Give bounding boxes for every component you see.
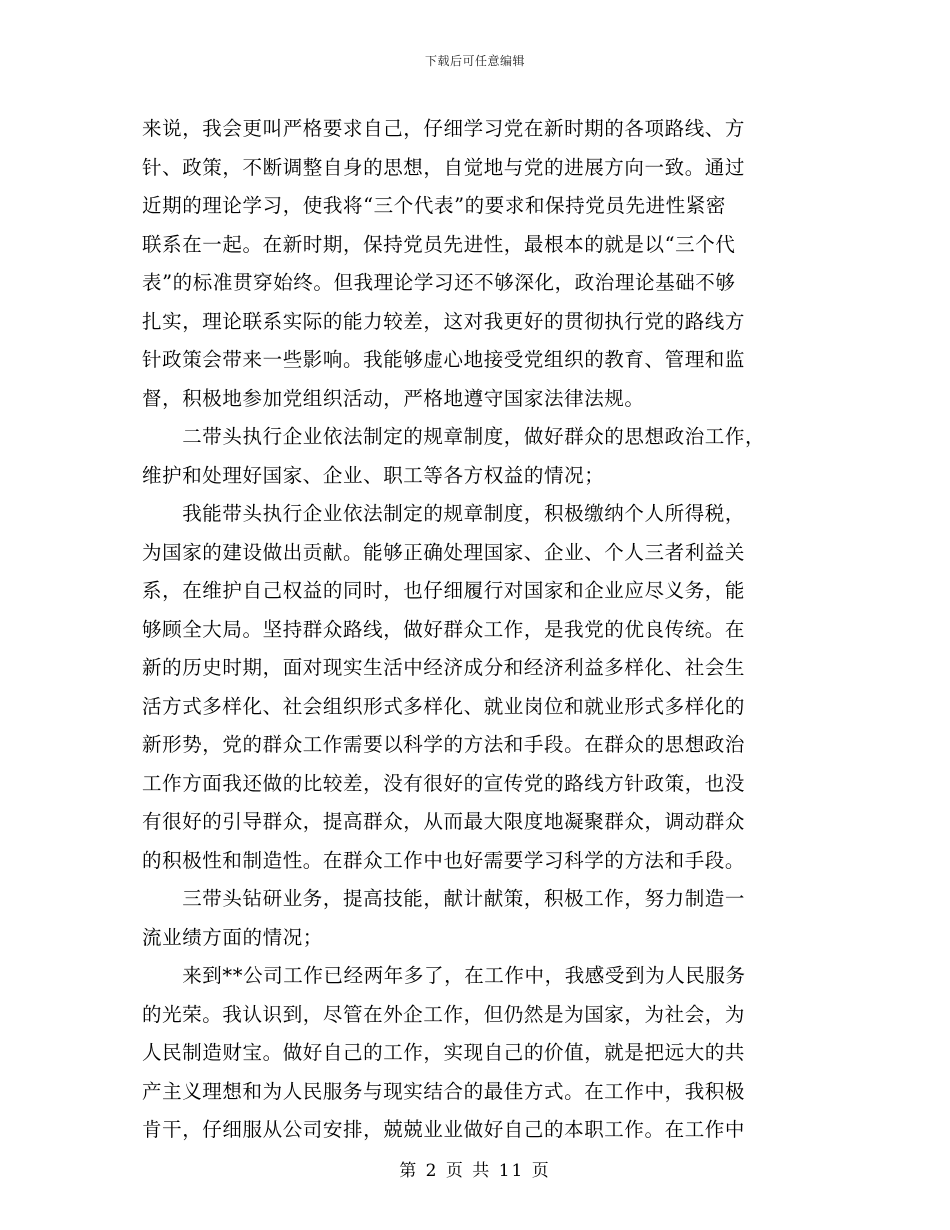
text-line: 人民制造财宝。做好自己的工作，实现自己的价值，就是把远大的共 [142, 1041, 746, 1064]
text-line: 的积极性和制造性。在群众工作中也好需要学习科学的方法和手段。 [142, 848, 746, 872]
text-line: 够顾全大局。坚持群众路线，做好群众工作，是我党的优良传统。在 [142, 617, 746, 641]
text-line: 为国家的建设做出贡献。能够正确处理国家、企业、个人三者利益关 [142, 540, 746, 564]
text-line: 肯干，仔细服从公司安排，兢兢业业做好自己的本职工作。在工作中 [142, 1118, 746, 1141]
text-line: 针政策会带来一些影响。我能够虚心地接受党组织的教育、管理和监 [142, 348, 746, 371]
text-line: 工作方面我还做的比较差，没有很好的宣传党的路线方针政策，也没 [142, 771, 746, 795]
text-line: 我能带头执行企业依法制定的规章制度，积极缴纳个人所得税， [142, 502, 746, 525]
text-line: 来到**公司工作已经两年多了，在工作中，我感受到为人民服务 [142, 964, 746, 987]
text-line: 来说，我会更叫严格要求自己，仔细学习党在新时期的各项路线、方 [142, 117, 746, 140]
section-heading-line: 三带头钻研业务，提高技能，献计献策，积极工作，努力制造一 [142, 887, 746, 910]
page-header: 下载后可任意编辑 [424, 54, 525, 68]
section-heading-line: 流业绩方面的情况； [142, 925, 323, 949]
text-line: 督，积极地参加党组织活动，严格地遵守国家法律法规。 [142, 386, 645, 410]
text-line: 活方式多样化、社会组织形式多样化、就业岗位和就业形式多样化的 [142, 694, 746, 718]
page-number: 第 2 页 共 11 页 [399, 1161, 551, 1181]
text-line: 新形势，党的群众工作需要以科学的方法和手段。在群众的思想政治 [142, 733, 746, 756]
text-line: 有很好的引导群众，提高群众，从而最大限度地凝聚群众，调动群众 [142, 810, 746, 833]
text-line: 近期的理论学习，使我将“三个代表”的要求和保持党员先进性紧密 [142, 194, 726, 217]
text-line: 的光荣。我认识到，尽管在外企工作，但仍然是为国家，为社会，为 [142, 1002, 746, 1026]
text-line: 表”的标准贯穿始终。但我理论学习还不够深化，政治理论基础不够 [142, 271, 736, 294]
text-line: 联系在一起。在新时期，保持党员先进性，最根本的就是以“三个代 [142, 232, 736, 256]
text-line: 产主义理想和为人民服务与现实结合的最佳方式。在工作中，我积极 [142, 1079, 746, 1103]
text-line: 系，在维护自己权益的同时，也仔细履行对国家和企业应尽义务，能 [142, 579, 746, 602]
text-line: 针、政策，不断调整自身的思想，自觉地与党的进展方向一致。通过 [142, 155, 746, 179]
document-body [142, 110, 802, 1150]
section-heading-line: 维护和处理好国家、企业、职工等各方权益的情况； [142, 463, 605, 487]
text-line: 新的历史时期，面对现实生活中经济成分和经济利益多样化、社会生 [142, 656, 746, 679]
text-line: 扎实，理论联系实际的能力较差，这对我更好的贯彻执行党的路线方 [142, 309, 746, 333]
section-heading-line: 二带头执行企业依法制定的规章制度，做好群众的思想政治工作， [142, 425, 766, 448]
